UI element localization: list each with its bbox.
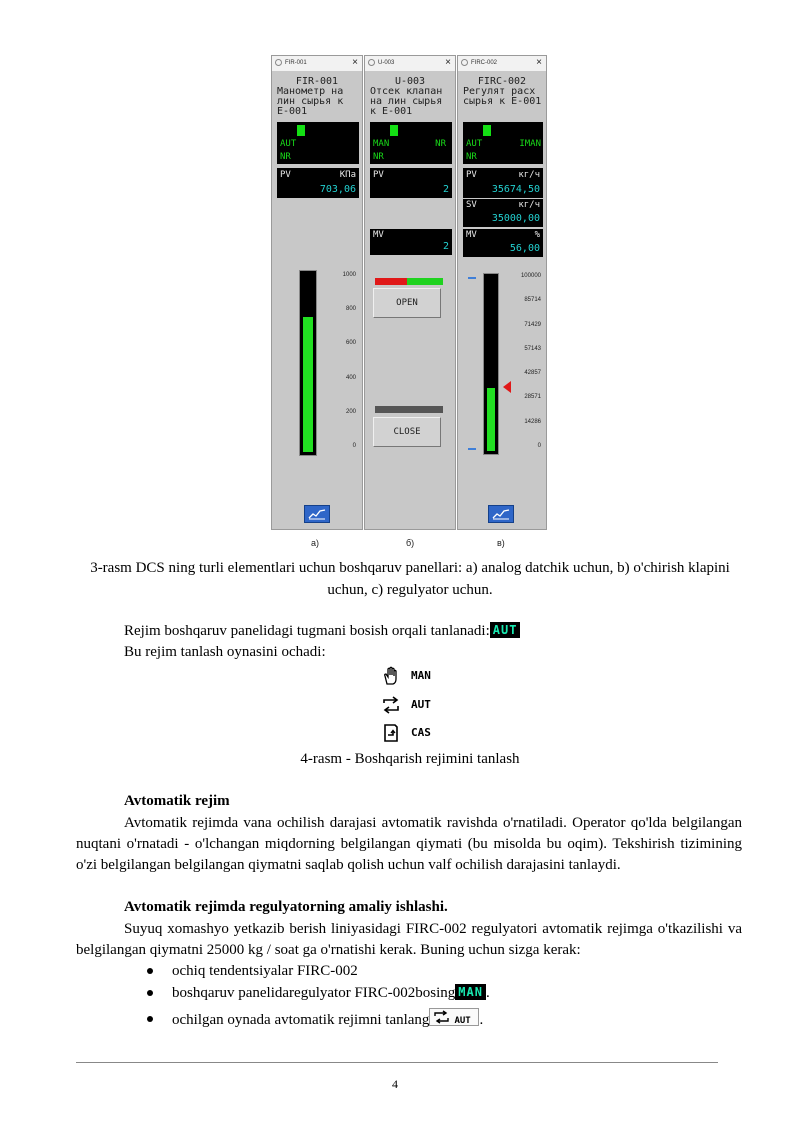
mode-label[interactable]: AUT <box>280 139 297 149</box>
mode-right-label: IMAN <box>519 139 541 149</box>
mv-unit: % <box>534 230 540 240</box>
sv-value[interactable]: 35000,00 <box>491 213 540 224</box>
setpoint-marker-icon[interactable] <box>503 381 511 393</box>
panel-b-letter: б) <box>406 538 415 548</box>
scale-tick-label: 85714 <box>524 297 541 304</box>
mode-label[interactable]: AUT <box>466 139 483 149</box>
sv-block[interactable] <box>463 199 543 227</box>
nr-label: NR <box>373 152 384 162</box>
mv-value[interactable]: 56,00 <box>509 243 540 254</box>
man-badge[interactable]: MAN <box>455 984 486 1000</box>
bullet-item-3-text: ochilgan oynada avtomatik rejimni tanlang <box>172 1012 430 1028</box>
panel-title: FIRC-002 <box>471 60 498 66</box>
mv-value: 2 <box>442 241 449 252</box>
panel-a-letter: а) <box>311 538 320 548</box>
level-bar <box>299 270 317 456</box>
cycle-icon <box>381 695 401 715</box>
pv-block <box>463 168 543 198</box>
pv-label: PV <box>280 170 291 180</box>
nr-label: NR <box>466 152 477 162</box>
bullet-item-1: ochiq tendentsiyalar FIRC-002 <box>172 963 358 979</box>
pv-value: 35674,50 <box>491 184 540 195</box>
mode-window-text: Bu rejim tanlash oynasini ochadi: <box>124 644 326 660</box>
pv-block <box>370 168 452 198</box>
mode-option-label: CAS <box>411 726 431 739</box>
bullet-item-2-end: . <box>485 985 490 1001</box>
panel-title: U-003 <box>378 60 395 66</box>
level-bar-fill <box>487 388 495 451</box>
panel-titlebar[interactable] <box>272 56 362 71</box>
status-indicator <box>483 125 491 136</box>
app-icon <box>368 59 375 66</box>
practical-paragraph: Suyuq xomashyo yetkazib berish liniyasidagi FIRC-002 regulyatori avtomatik rejimga o'tkazilishi va belgilangan qiymatni 25000 kg / soat ga o'rnatishi kerak. Buning uchun sizga kerak: <box>76 921 742 958</box>
mv-block[interactable] <box>463 229 543 257</box>
pv-label: PV <box>373 170 384 180</box>
scale-tick-label: 28571 <box>524 394 541 401</box>
trend-button[interactable] <box>304 505 330 523</box>
panel-titlebar[interactable] <box>458 56 546 71</box>
cycle-icon <box>433 1010 451 1024</box>
scale-tick-label: 100000 <box>520 273 541 279</box>
panel-description: Манометр на лин сырья к E-001 <box>277 86 344 117</box>
bullet-item-3 <box>172 1008 483 1031</box>
bullet-item-2-text: boshqaruv panelidaregulyator FIRC-002bosing <box>172 985 456 1001</box>
pv-value: 703,06 <box>319 184 356 195</box>
panel-titlebar[interactable] <box>365 56 455 71</box>
aut-badge: AUT <box>490 622 521 638</box>
mode-option-cas[interactable] <box>381 723 431 745</box>
close-icon[interactable]: × <box>445 57 451 68</box>
mode-select-text: Rejim boshqaruv panelidagi tugmani bosish orqali tanlanadi: <box>124 623 490 639</box>
close-icon[interactable]: × <box>352 57 358 68</box>
mode-option-man[interactable] <box>381 666 431 688</box>
figure3-caption: 3-rasm DCS ning turli elementlari uchun boshqaruv panellari: a) analog datchik uchun, b) o'chirish klapini uchun, c) regulyator uchun. <box>90 560 730 598</box>
panel-description: Регулят расх сырья к E-001 <box>463 86 542 107</box>
level-bar-fill <box>303 317 313 452</box>
bullet-item-2 <box>172 983 490 1004</box>
panel-c-letter: в) <box>497 538 505 548</box>
panel-tag: FIRC-002 <box>477 76 527 87</box>
scale-tick-label: 1000 <box>342 272 356 278</box>
bullet-item-3-end: . <box>479 1012 484 1028</box>
trend-button[interactable] <box>488 505 514 523</box>
panel-tag: U-003 <box>394 76 426 87</box>
figure4-caption: 4-rasm - Boshqarish rejimini tanlash <box>300 751 520 767</box>
auto-mode-paragraph: Avtomatik rejimda vana ochilish darajasi avtomatik ravishda o'rnatiladi. Operator qo'lda belgilangan nuqtani o'rnatadi - o'lchangan miqdorning belgilangan qiymati (bu misolda bu oqim). Tekshirish tizimining o'zi belgilangan belgilangan qiymatni saqlab qolish uchun valf ochilish darajasini tanlaydi. <box>76 815 742 873</box>
mv-label: MV <box>373 230 384 240</box>
mode-block[interactable] <box>277 122 359 164</box>
scale-tick-label: 0 <box>352 443 356 449</box>
section-heading-practical: Avtomatik rejimda regulyatorning amaliy ishlashi. <box>124 899 448 915</box>
aut-mode-button[interactable] <box>429 1008 479 1026</box>
panel-description: Отсек клапан на лин сырья к E-001 <box>370 86 443 117</box>
sv-unit: кг/ч <box>518 200 540 210</box>
bullet-dot <box>147 990 153 996</box>
mode-right-label: NR <box>435 139 446 149</box>
scale-tick-label: 14286 <box>524 418 541 425</box>
panel-fir-001 <box>271 55 363 530</box>
hand-icon <box>381 666 401 686</box>
pv-block <box>277 168 359 198</box>
section-heading-auto-mode: Avtomatik rejim <box>124 793 230 809</box>
close-icon[interactable]: × <box>536 57 542 68</box>
trend-icon <box>492 508 510 520</box>
status-indicator <box>297 125 305 136</box>
pv-label: PV <box>466 170 477 180</box>
close-button[interactable]: CLOSE <box>373 417 441 447</box>
trend-icon <box>308 508 326 520</box>
scale-tick-label: 42857 <box>524 370 541 377</box>
bullet-dot <box>147 968 153 974</box>
mv-label: MV <box>466 230 477 240</box>
mode-option-label: AUT <box>411 698 431 711</box>
level-bar <box>483 273 499 455</box>
mode-block[interactable] <box>463 122 543 164</box>
valve-state-bar-close <box>375 406 443 413</box>
mode-option-aut[interactable] <box>381 695 431 717</box>
cascade-icon <box>381 723 401 743</box>
status-indicator <box>390 125 398 136</box>
pv-value: 2 <box>442 184 449 195</box>
pv-unit: кг/ч <box>518 170 540 180</box>
mode-block[interactable] <box>370 122 452 164</box>
panel-title: FIR-001 <box>285 60 307 66</box>
nr-label: NR <box>280 152 291 162</box>
scale-tick-label: 600 <box>345 340 356 347</box>
scale-tick-label: 800 <box>345 306 356 313</box>
aut-mode-button-label: AUT <box>454 1016 471 1026</box>
page-number: 4 <box>392 1077 398 1091</box>
open-button[interactable]: OPEN <box>373 288 441 318</box>
mode-select-paragraph <box>124 621 520 642</box>
panel-u-003 <box>364 55 456 530</box>
high-limit-marker <box>468 277 476 279</box>
low-limit-marker <box>468 448 476 450</box>
valve-state-bar-open <box>375 278 443 285</box>
bullet-dot <box>147 1016 153 1022</box>
footer-divider <box>76 1062 718 1063</box>
pv-unit: КПа <box>339 170 356 180</box>
sv-label: SV <box>466 200 477 210</box>
app-icon <box>275 59 282 66</box>
app-icon <box>461 59 468 66</box>
mv-block <box>370 229 452 255</box>
scale-tick-label: 200 <box>345 408 356 415</box>
mode-option-label: MAN <box>411 669 431 682</box>
panel-firc-002 <box>457 55 547 530</box>
scale-tick-label: 400 <box>345 374 356 381</box>
mode-label[interactable]: MAN <box>373 139 390 149</box>
panel-tag: FIR-001 <box>295 76 339 87</box>
scale-tick-label: 0 <box>537 443 541 449</box>
scale-tick-label: 57143 <box>524 345 541 352</box>
scale-tick-label: 71429 <box>524 321 541 328</box>
